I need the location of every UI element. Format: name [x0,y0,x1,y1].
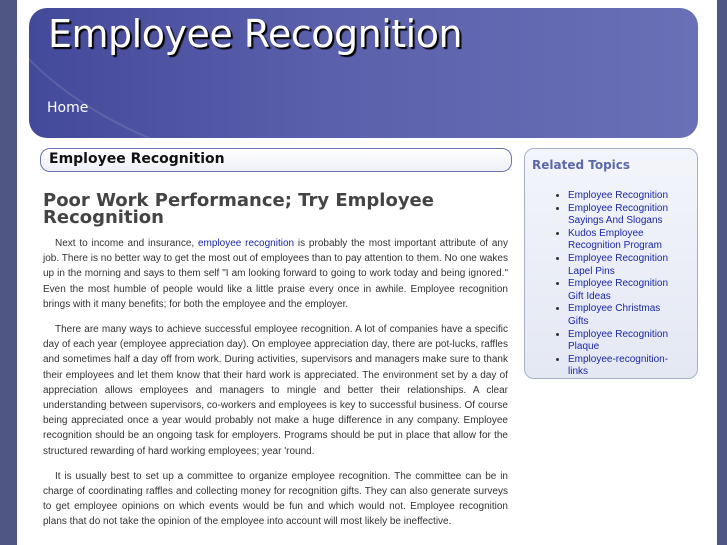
article-title: Poor Work Performance; Try Employee Recognition [43,190,434,228]
breadcrumb-label: Employee Recognition [49,151,225,167]
list-item [568,253,680,278]
employee-recognition-link[interactable]: employee recognition [198,238,295,249]
list-item [568,228,680,253]
site-title: Employee Recognition [48,12,463,56]
related-topics-panel [524,148,698,379]
paragraph-text: Next to income and insurance, [55,238,198,249]
site-header [29,8,698,138]
article-paragraph-3: It is usually best to set up a committee to organize employee recognition. The committee can be in charge of coordinating raffles and collecting money for recognition gifts. They can also generate surveys to get employee opinions on which events would be fun and which would not. Employee recognition plans that do not take the opinion of the employee into account will most likely be ineffective. [43,470,508,528]
related-topics-list [525,190,680,379]
nav-home-link[interactable]: Home [47,100,89,116]
list-item [568,329,680,354]
related-topic-link[interactable]: Employee Christmas Gifts [568,303,661,327]
article-paragraph-2: There are many ways to achieve successful employee recognition. A lot of companies have a specific day of each year (employee appreciation day). On employee appreciation day, there are pot-lucks, raffles and sometimes half a day off from work. During activities, supervisors and managers make sure to thank their employees and let them know that their hard work is appreciated. The environment set by a day of appreciation allows employees and managers to mingle and better their relationships. A clear understanding between supervisors, co-workers and employees is key to successful business. Of course being appreciated once a year would probably not make a huge difference in any company. Employee recognition should be an ongoing task for employers. Programs should be put in place that allow for the structured rewarding of hard working employees; year 'round. [43,324,508,457]
list-item [568,303,680,328]
related-topic-link[interactable]: Employee Recognition [568,190,669,201]
paragraph-text: is probably the most important attribute of any job. There is no better way to get the most out of employees than to pay attention to them. No one wakes up in the morning and says to them self "I am looking forward to going to work today and being ignored." Even the most humble of people would like a little praise every once in awhile. Employee recognition brings with it many benefits; for both the employee and the employer. [43,238,508,310]
main-content [43,192,508,540]
breadcrumb [40,148,512,172]
list-item [568,190,680,203]
related-topic-link[interactable]: Employee Recognition Plaque [568,328,669,353]
related-topics-title: Related Topics [532,158,631,172]
list-item [568,354,680,379]
related-topic-link[interactable]: Employee Recognition Gift Ideas [568,278,669,302]
list-item [568,203,680,228]
list-item [568,278,680,303]
related-topic-link[interactable]: Kudos Employee Recognition Program [568,227,662,252]
related-topic-link[interactable]: Employee Recognition Sayings And Slogans [568,202,669,227]
article-paragraph-1 [43,236,508,312]
related-topic-link[interactable]: Employee Recognition Lapel Pins [568,252,669,277]
related-topic-link[interactable]: Employee-recognition-links [568,353,669,378]
